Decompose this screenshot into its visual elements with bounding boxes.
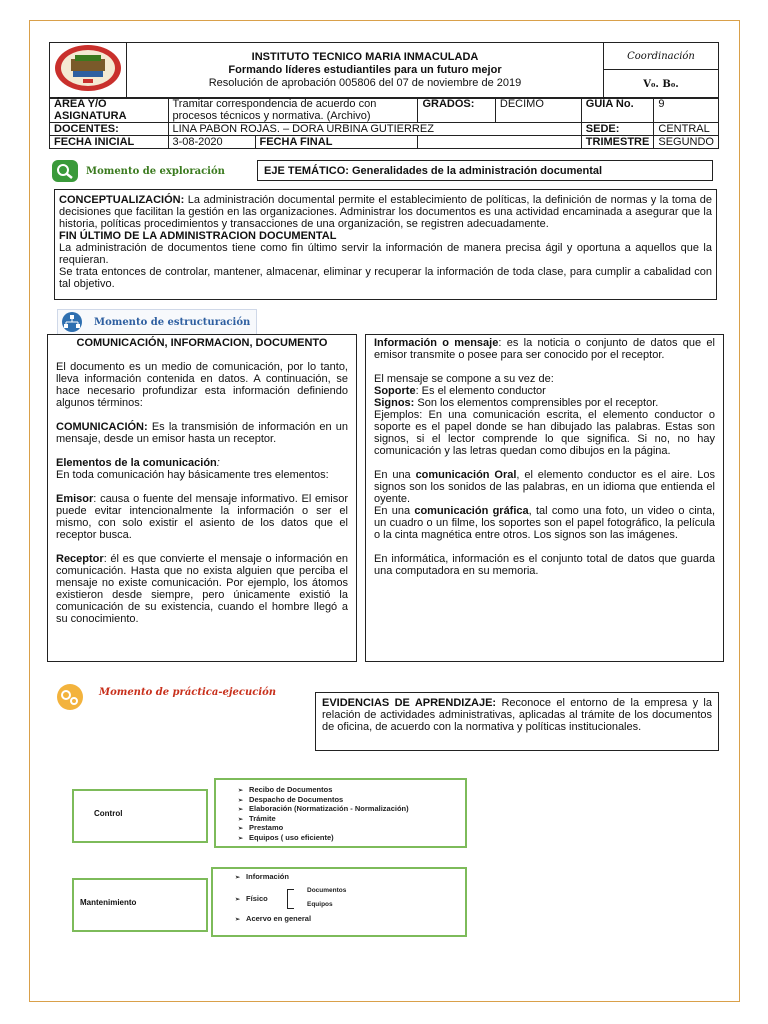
- header-center: [127, 43, 604, 99]
- evidencias-text: Reconoce el entorno de la empresa y la relación de actividades administrativas, aplicadas al trámite de los documentos de oficina, de acuerdo con la normativa y políticas institucionales.: [322, 697, 712, 733]
- trimestre-value: SEGUNDO: [654, 136, 719, 149]
- comunicacion-column: [47, 334, 357, 662]
- elementos-colon: :: [216, 457, 220, 469]
- control-item: ➢ Recibo de Documentos: [238, 785, 333, 794]
- docentes-label: DOCENTES:: [50, 123, 169, 136]
- mant-info-item: ➢ Información: [235, 872, 289, 881]
- guia-label: GUÍA No.: [581, 98, 654, 123]
- grados-label: GRADOS:: [418, 98, 495, 123]
- mantenimiento-label: Mantenimiento: [80, 898, 137, 907]
- ejemplos-paragraph: Ejemplos: En una comunicación escrita, el elemento conductor o soporte es el papel donde se han dibujado las palabras. Estas son signos, si el lector comprende lo que significa. Si no, no hay comunicación y las letras quedan como dibujos en la página.: [374, 409, 715, 457]
- vobo-cell: [604, 70, 719, 99]
- evidencias-paragraph: [322, 697, 712, 733]
- estructuracion-label: Momento de estructuración: [94, 316, 251, 328]
- coordination-cell: [604, 43, 719, 70]
- grafica-text: , tal como una foto, un video o cinta, un cuadro o un filme, los soportes son el papel fotográfico, la película o la cinta magnética entre otros. Los signos son las imágenes.: [374, 505, 715, 541]
- signos-text: Son los elementos comprensibles por el receptor.: [414, 397, 659, 409]
- control-item: ➢ Despacho de Documentos: [238, 794, 344, 804]
- practica-badge: [55, 683, 276, 711]
- signos-label: Signos:: [374, 397, 415, 409]
- grafica-pre: En una: [374, 505, 415, 517]
- mantenimiento-box: [72, 878, 208, 932]
- comunicacion-definition: [56, 421, 348, 445]
- practica-label: Momento de práctica-ejecución: [99, 686, 277, 698]
- header-table: [49, 42, 719, 99]
- concept-paragraph: [59, 194, 712, 230]
- fecha-final-value: [418, 136, 581, 149]
- evidencias-box: [315, 692, 719, 751]
- informacion-label: Información o mensaje: [374, 337, 499, 349]
- soporte-text: : Es el elemento conductor: [415, 385, 546, 397]
- informacion-column: [365, 334, 724, 662]
- elementos-label: Elementos de la comunicación: [56, 457, 217, 469]
- control-label: Control: [94, 809, 123, 818]
- fecha-final-label: FECHA FINAL: [259, 136, 333, 148]
- signos-paragraph: [374, 397, 715, 409]
- fecha-split: [168, 136, 418, 149]
- school-logo: [53, 43, 123, 93]
- eje-tematico: EJE TEMÁTICO: Generalidades de la administración documental: [257, 160, 713, 181]
- soporte-paragraph: [374, 385, 715, 397]
- fin-text-1: La administración de documentos tiene como fin último servir la información de manera precisa ágil y oportuna a aquellos que la requieran.: [59, 242, 712, 266]
- control-item: ➢ Elaboración (Normatización - Normalización): [238, 804, 409, 813]
- hierarchy-icon: [60, 312, 84, 332]
- mensaje-compone: El mensaje se compone a su vez de:: [374, 373, 554, 385]
- evidencias-label: EVIDENCIAS DE APRENDIZAJE:: [322, 697, 497, 709]
- informacion-paragraph: [374, 337, 715, 361]
- comunicacion-label: COMUNICACIÓN:: [56, 421, 148, 433]
- emisor-paragraph: [56, 493, 348, 541]
- comunicacion-text: Es la transmisión de información en un mensaje, desde un emisor hasta un receptor.: [56, 421, 348, 445]
- fin-text-2: Se trata entonces de controlar, mantener, almacenar, eliminar y recuperar la información de toda clase, para cumplir a cabalidad con tal objetivo.: [59, 266, 712, 290]
- mantenimiento-items-box: [211, 867, 467, 937]
- control-item: ➢ Trámite: [238, 813, 276, 823]
- documento-intro: El documento es un medio de comunicación, por lo tanto, lleva información contenida en datos. A continuación, se hace necesario profundizar esta información definiendo algunos términos:: [56, 361, 348, 409]
- mant-fisico-item: ➢ Físico: [235, 894, 268, 903]
- vobo-label: V₀. B₀.: [643, 78, 679, 90]
- oral-paragraph: [374, 469, 715, 505]
- fisico-sub-item: Documentos: [307, 887, 347, 894]
- control-box: [72, 789, 208, 843]
- control-item: ➢ Equipos ( uso eficiente): [238, 832, 334, 842]
- area-label: ÁREA Y/O ASIGNATURA: [50, 98, 169, 123]
- guia-value: 9: [654, 98, 719, 123]
- concept-text: La administración documental permite el establecimiento de políticas, la definición de normas y la toma de decisiones que facilitan la gestión en las organizaciones. Administrar los documentos es una actividad encaminada a asegurar que la historia, políticas procedimientos y transacciones de una organización, se registren adecuadamente.: [59, 194, 712, 230]
- control-items-box: [214, 778, 467, 848]
- control-item: ➢ Prestamo: [238, 823, 284, 832]
- fisico-bracket: [287, 889, 294, 909]
- informatica-paragraph: En informática, información es el conjunto total de datos que guarda una computadora en su memoria.: [374, 553, 715, 577]
- school-logo-cell: [50, 43, 127, 99]
- institution-motto: Formando líderes estudiantiles para un futuro mejor: [228, 64, 502, 76]
- control-items-list: [238, 786, 409, 843]
- mant-acervo-item: ➢ Acervo en general: [235, 914, 312, 923]
- comunicacion-title: COMUNICACIÓN, INFORMACION, DOCUMENTO: [76, 337, 328, 349]
- area-value: Tramitar correspondencia de acuerdo con procesos técnicos y normativa. (Archivo): [168, 98, 418, 123]
- oral-pre: En una: [374, 469, 416, 481]
- fecha-inicial-label: FECHA INICIAL: [50, 136, 169, 149]
- oral-label: comunicación Oral: [415, 469, 517, 481]
- soporte-label: Soporte: [374, 385, 416, 397]
- docentes-value: LINA PABON ROJAS. – DORA URBINA GUTIERREZ: [168, 123, 581, 136]
- elementos-text: En toda comunicación hay básicamente tres elementos:: [56, 469, 329, 481]
- emisor-label: Emisor: [56, 493, 94, 505]
- exploracion-badge: [52, 160, 225, 182]
- oral-text: , el elemento conductor es el aire. Los signos son los sonidos de las palabras, en un idioma que entienda el oyente.: [374, 469, 715, 505]
- exploracion-label: Momento de exploración: [86, 165, 225, 177]
- conceptualizacion-box: [54, 189, 717, 300]
- receptor-label: Receptor: [56, 553, 104, 565]
- elementos-heading: [56, 457, 348, 469]
- grados-value: DECIMO: [495, 98, 581, 123]
- fisico-sub-item: Equipos: [307, 901, 333, 908]
- sede-label: SEDE:: [581, 123, 654, 136]
- gears-icon: [55, 683, 85, 711]
- search-icon: [52, 160, 78, 182]
- receptor-text: : él es que convierte el mensaje o información en comunicación. Hasta que no exista alguien que perciba el mensaje no existe comunicación. Por ejemplo, los átomos existieron desde siempre, pero únicamente existió la comunicación de su existencia, cuando el hombre llegó a su conocimiento.: [56, 553, 348, 625]
- institution-name: INSTITUTO TECNICO MARIA INMACULADA: [251, 51, 479, 63]
- info-table: [49, 97, 719, 149]
- receptor-paragraph: [56, 553, 348, 625]
- fin-title: FIN ÚLTIMO DE LA ADMINISTRACION DOCUMENTAL: [59, 230, 337, 242]
- emisor-text: : causa o fuente del mensaje informativo. El emisor puede evitar intencionalmente la información o ser el mismo, con solo existir el asiento de los datos que el receptor busca.: [56, 493, 348, 541]
- grafica-label: comunicación gráfica: [414, 505, 529, 517]
- trimestre-label: TRIMESTRE: [581, 136, 654, 149]
- informacion-text: : es la noticia o conjunto de datos que el emisor transmite o posee para ser conocido por el receptor.: [374, 337, 715, 361]
- concept-label: CONCEPTUALIZACIÓN:: [59, 194, 185, 206]
- estructuracion-badge: [57, 309, 257, 335]
- resolution-text: Resolución de aprobación 005806 del 07 de noviembre de 2019: [208, 77, 522, 89]
- sede-value: CENTRAL: [654, 123, 719, 136]
- coordination-label: Coordinación: [627, 50, 695, 62]
- fecha-inicial-value: 3-08-2020: [169, 136, 256, 148]
- grafica-paragraph: [374, 505, 715, 541]
